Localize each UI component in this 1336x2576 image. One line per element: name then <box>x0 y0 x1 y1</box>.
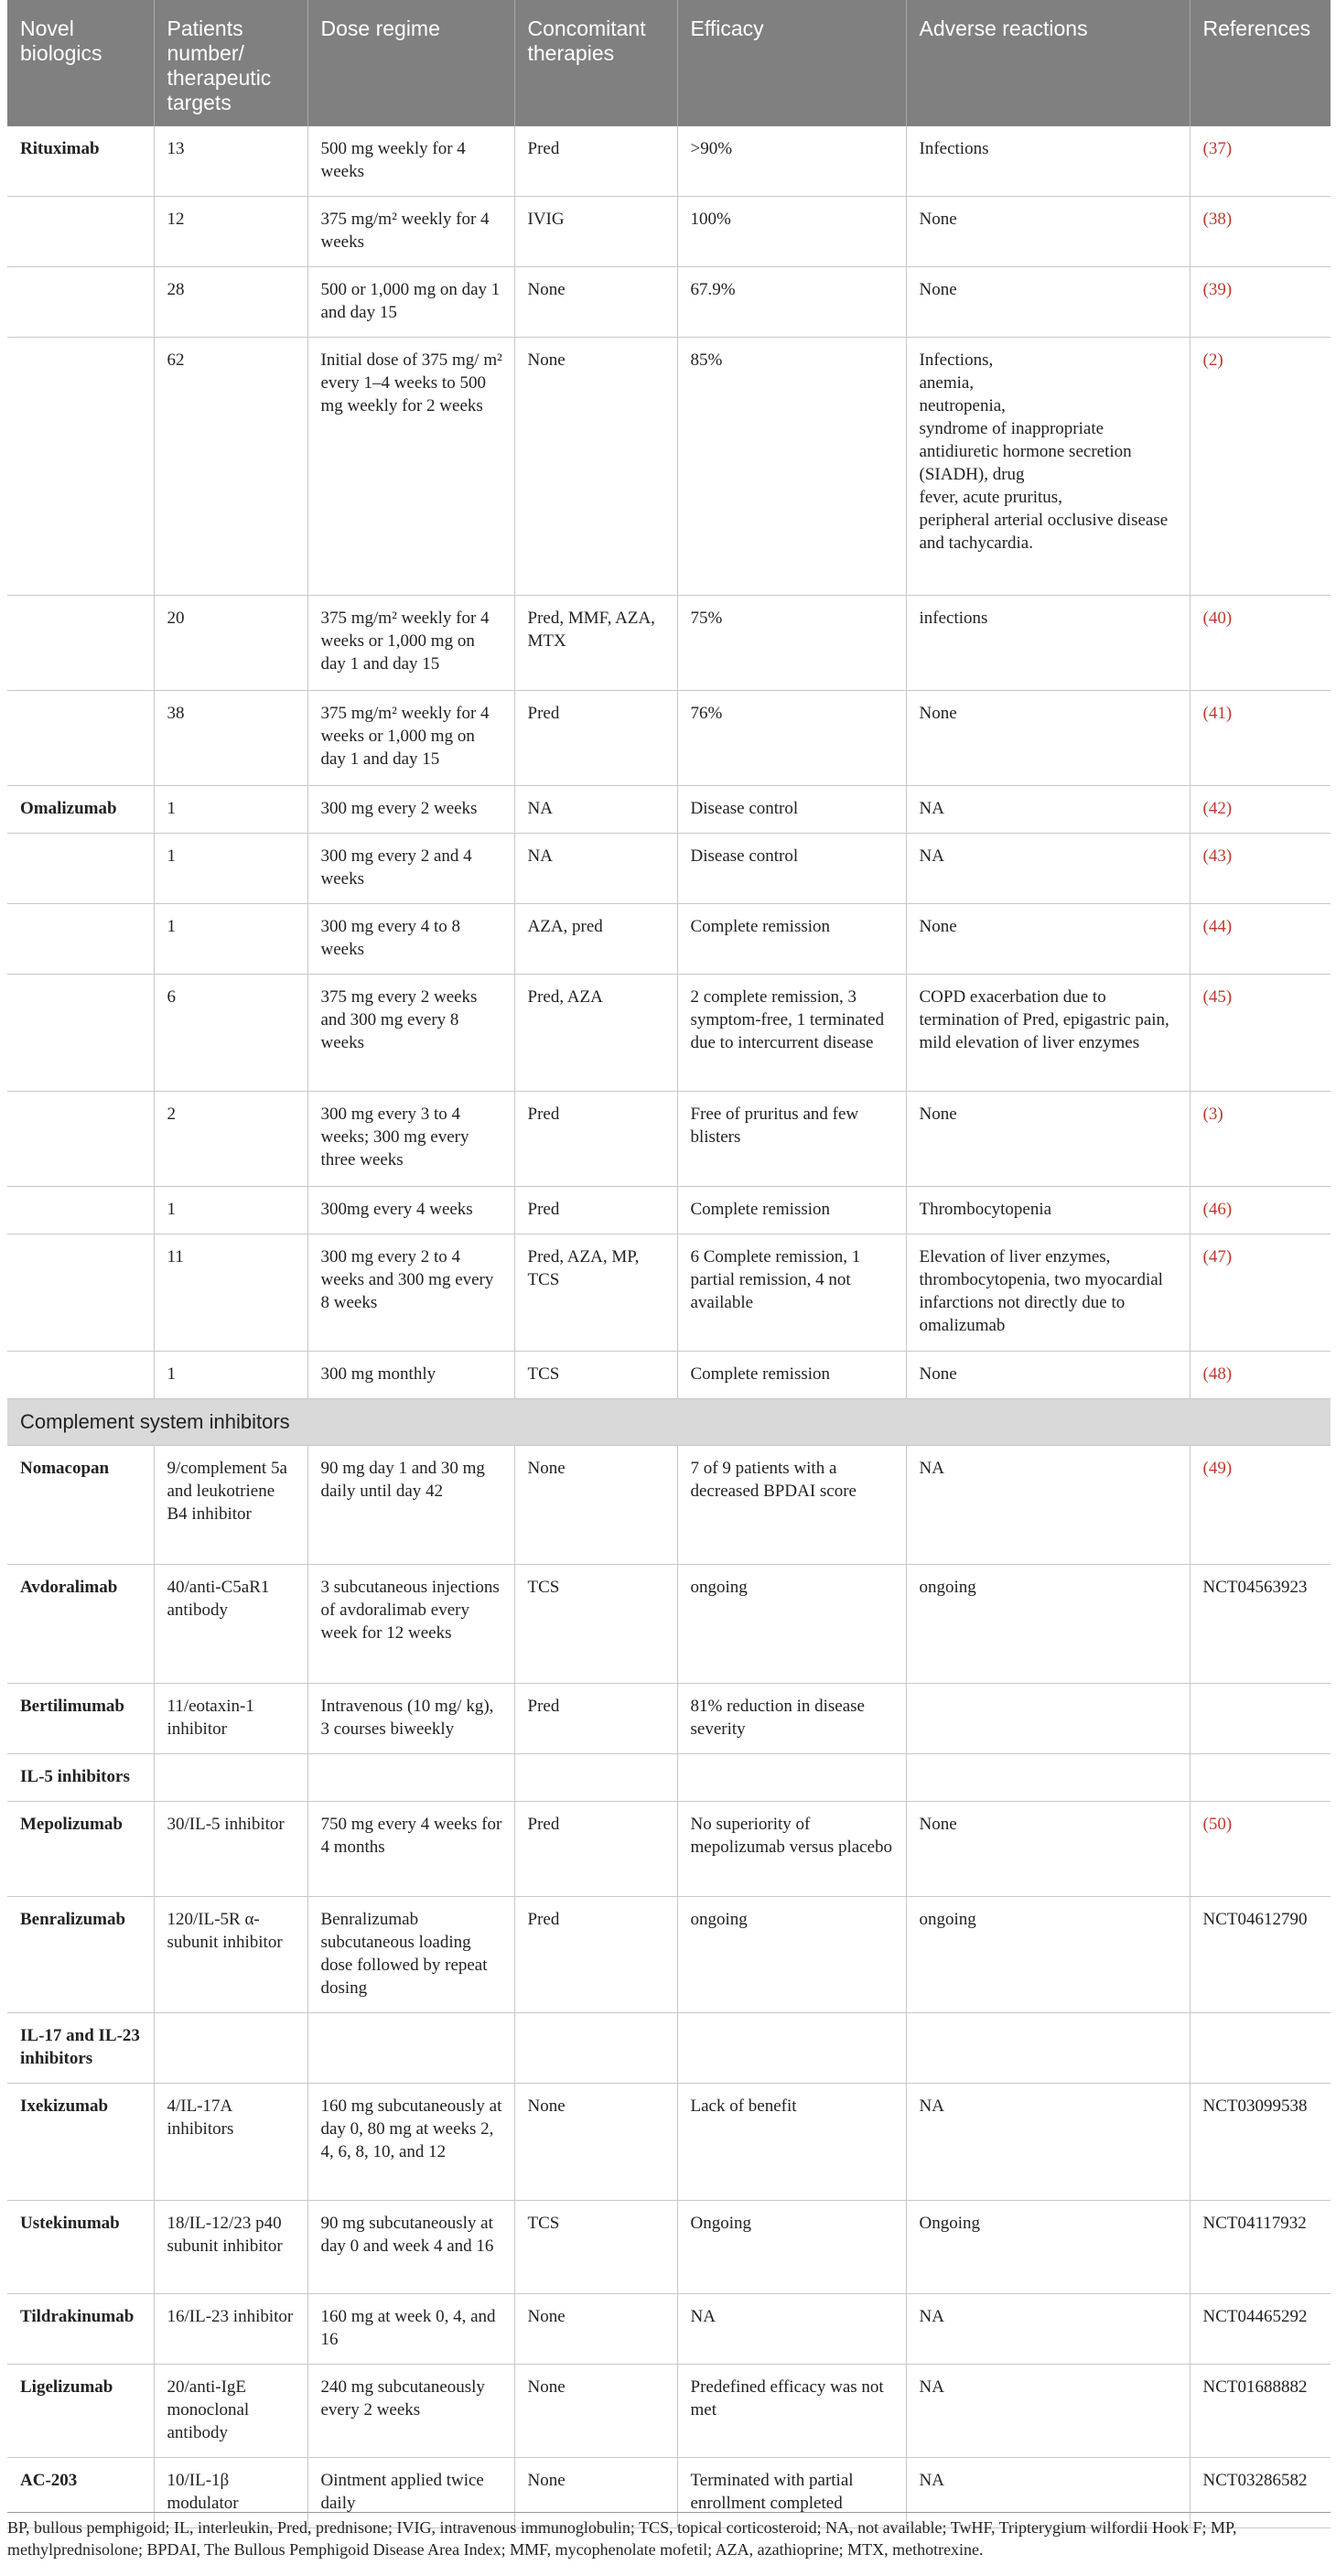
drug-name-cell: Mepolizumab <box>7 1802 154 1897</box>
dose-regime-cell: 500 mg weekly for 4 weeks <box>307 126 514 197</box>
adverse-reactions-cell: None <box>906 267 1190 338</box>
concomitant-cell: None <box>514 2084 677 2201</box>
empty-cell <box>307 1754 514 1802</box>
efficacy-cell: Free of pruritus and few blisters <box>677 1092 906 1187</box>
adverse-reactions-cell: None <box>906 1352 1190 1399</box>
drug-name-cell: Benralizumab <box>7 1897 154 2013</box>
empty-cell <box>154 1754 307 1802</box>
table-row <box>7 834 1331 904</box>
reference-link[interactable]: (45) <box>1202 987 1233 1007</box>
references-cell <box>1190 1565 1331 1684</box>
concomitant-cell: Pred <box>514 1802 677 1897</box>
table-row <box>7 2084 1331 2201</box>
patients-cell: 4/IL-17A inhibitors <box>154 2084 307 2201</box>
patients-cell: 40/anti-C5aR1 antibody <box>154 1565 307 1684</box>
reference-number[interactable]: 46 <box>1208 1200 1226 1219</box>
reference-number[interactable]: 2 <box>1208 350 1218 370</box>
reference-link[interactable]: (44) <box>1202 917 1233 936</box>
table-container <box>7 0 1331 2528</box>
reference-number[interactable]: 45 <box>1208 987 1226 1007</box>
patients-cell: 20/anti-IgE monoclonal antibody <box>154 2365 307 2458</box>
dose-regime-cell: 300 mg every 3 to 4 weeks; 300 mg every three weeks <box>307 1092 514 1187</box>
drug-name-cell <box>7 596 154 691</box>
dose-regime-cell: 750 mg every 4 weeks for 4 months <box>307 1802 514 1897</box>
patients-cell: 12 <box>154 197 307 267</box>
efficacy-cell: Predefined efficacy was not met <box>677 2365 906 2458</box>
patients-cell: 30/IL-5 inhibitor <box>154 1802 307 1897</box>
subsection-row <box>7 1754 1331 1802</box>
trial-id: NCT04612790 <box>1202 1910 1308 1929</box>
reference-number[interactable]: 3 <box>1208 1105 1218 1124</box>
adverse-reactions-cell: Thrombocytopenia <box>906 1187 1190 1234</box>
references-cell <box>1190 1684 1331 1754</box>
efficacy-cell: ongoing <box>677 1897 906 2013</box>
efficacy-cell: Disease control <box>677 786 906 834</box>
references-cell <box>1190 1092 1331 1187</box>
concomitant-cell: Pred <box>514 126 677 197</box>
concomitant-cell: IVIG <box>514 197 677 267</box>
references-cell <box>1190 126 1331 197</box>
concomitant-cell: Pred, AZA <box>514 975 677 1092</box>
trial-id: NCT03099538 <box>1202 2096 1308 2116</box>
reference-link[interactable]: (46) <box>1202 1200 1233 1219</box>
patients-cell: 13 <box>154 126 307 197</box>
drug-name-cell: AC-203 <box>7 2458 154 2528</box>
references-cell <box>1190 267 1331 338</box>
patients-cell: 28 <box>154 267 307 338</box>
table-row <box>7 596 1331 691</box>
column-header: Novel biologics <box>7 0 154 126</box>
section-header-row <box>7 1399 1331 1446</box>
adverse-reactions-cell: COPD exacerbation due to termination of Pred, epigastric pain, mild elevation of liver enzymes <box>906 975 1190 1092</box>
concomitant-cell: TCS <box>514 1565 677 1684</box>
table-row <box>7 786 1331 834</box>
column-header: Concomitant therapies <box>514 0 677 126</box>
dose-regime-cell: 3 subcutaneous injections of avdoralimab every week for 12 weeks <box>307 1565 514 1684</box>
table-row <box>7 691 1331 786</box>
efficacy-cell: 85% <box>677 338 906 596</box>
dose-regime-cell: 375 mg/m² weekly for 4 weeks or 1,000 mg on day 1 and day 15 <box>307 691 514 786</box>
adverse-reactions-cell: NA <box>906 1446 1190 1565</box>
adverse-reactions-cell: None <box>906 691 1190 786</box>
references-cell <box>1190 691 1331 786</box>
dose-regime-cell: 240 mg subcutaneously every 2 weeks <box>307 2365 514 2458</box>
column-header: Adverse reactions <box>906 0 1190 126</box>
drug-name-cell: Ligelizumab <box>7 2365 154 2458</box>
dose-regime-cell: Intravenous (10 mg/ kg), 3 courses biweekly <box>307 1684 514 1754</box>
concomitant-cell: Pred <box>514 1897 677 2013</box>
empty-cell <box>154 2013 307 2084</box>
biologics-table <box>7 0 1331 2528</box>
reference-link[interactable]: (39) <box>1202 280 1233 299</box>
adverse-reactions-cell: ongoing <box>906 1897 1190 2013</box>
column-header: References <box>1190 0 1331 126</box>
efficacy-cell: Ongoing <box>677 2201 906 2294</box>
references-cell <box>1190 975 1331 1092</box>
drug-name-cell: Ustekinumab <box>7 2201 154 2294</box>
references-cell <box>1190 834 1331 904</box>
reference-number[interactable]: 39 <box>1208 280 1226 299</box>
dose-regime-cell: 300 mg every 2 weeks <box>307 786 514 834</box>
dose-regime-cell: 375 mg/m² weekly for 4 weeks or 1,000 mg on day 1 and day 15 <box>307 596 514 691</box>
column-header: Dose regime <box>307 0 514 126</box>
efficacy-cell: 2 complete remission, 3 symptom-free, 1 terminated due to intercurrent disease <box>677 975 906 1092</box>
adverse-reactions-cell: NA <box>906 786 1190 834</box>
concomitant-cell: NA <box>514 786 677 834</box>
dose-regime-cell: Ointment applied twice daily <box>307 2458 514 2528</box>
trial-id: NCT03286582 <box>1202 2471 1308 2490</box>
table-row <box>7 267 1331 338</box>
trial-id: NCT04465292 <box>1202 2307 1308 2326</box>
table-row <box>7 2365 1331 2458</box>
adverse-reactions-cell: infections <box>906 596 1190 691</box>
patients-cell: 11/eotaxin-1 inhibitor <box>154 1684 307 1754</box>
concomitant-cell: None <box>514 1446 677 1565</box>
references-cell <box>1190 1352 1331 1399</box>
reference-link[interactable]: (3) <box>1202 1105 1223 1124</box>
efficacy-cell: 75% <box>677 596 906 691</box>
reference-number[interactable]: 38 <box>1208 210 1226 229</box>
dose-regime-cell: 300mg every 4 weeks <box>307 1187 514 1234</box>
drug-name-cell <box>7 691 154 786</box>
subsection-label: IL-5 inhibitors <box>7 1754 154 1802</box>
patients-cell: 1 <box>154 1187 307 1234</box>
reference-number[interactable]: 40 <box>1208 609 1226 628</box>
table-row <box>7 197 1331 267</box>
table-row <box>7 2201 1331 2294</box>
adverse-reactions-cell <box>906 1684 1190 1754</box>
table-row <box>7 1565 1331 1684</box>
efficacy-cell: No superiority of mepolizumab versus placebo <box>677 1802 906 1897</box>
section-label: Complement system inhibitors <box>7 1399 1331 1446</box>
table-row <box>7 126 1331 197</box>
drug-name-cell: Nomacopan <box>7 1446 154 1565</box>
concomitant-cell: AZA, pred <box>514 904 677 975</box>
empty-cell <box>307 2013 514 2084</box>
adverse-reactions-cell: None <box>906 904 1190 975</box>
empty-cell <box>906 1754 1190 1802</box>
references-cell <box>1190 1446 1331 1565</box>
reference-number[interactable]: 41 <box>1208 704 1226 723</box>
patients-cell: 38 <box>154 691 307 786</box>
patients-cell: 10/IL-1β modulator <box>154 2458 307 2528</box>
drug-name-cell <box>7 975 154 1092</box>
efficacy-cell: NA <box>677 2294 906 2365</box>
references-cell <box>1190 596 1331 691</box>
dose-regime-cell: 375 mg/m² weekly for 4 weeks <box>307 197 514 267</box>
efficacy-cell: Lack of benefit <box>677 2084 906 2201</box>
reference-number[interactable]: 42 <box>1208 799 1226 818</box>
concomitant-cell: None <box>514 2294 677 2365</box>
drug-name-cell <box>7 1187 154 1234</box>
efficacy-cell: Complete remission <box>677 904 906 975</box>
trial-id: NCT04117932 <box>1202 2214 1307 2233</box>
dose-regime-cell: 300 mg every 2 and 4 weeks <box>307 834 514 904</box>
dose-regime-cell: 160 mg at week 0, 4, and 16 <box>307 2294 514 2365</box>
concomitant-cell: None <box>514 2365 677 2458</box>
reference-link[interactable]: (38) <box>1202 210 1233 229</box>
concomitant-cell: None <box>514 2458 677 2528</box>
reference-link[interactable]: (47) <box>1202 1247 1233 1266</box>
efficacy-cell: Disease control <box>677 834 906 904</box>
adverse-reactions-cell: NA <box>906 2365 1190 2458</box>
reference-number[interactable]: 47 <box>1208 1247 1226 1266</box>
drug-name-cell: Ixekizumab <box>7 2084 154 2201</box>
adverse-reactions-cell: None <box>906 1092 1190 1187</box>
subsection-row <box>7 2013 1331 2084</box>
references-cell <box>1190 2294 1331 2365</box>
adverse-reactions-cell: NA <box>906 2084 1190 2201</box>
concomitant-cell: Pred <box>514 1092 677 1187</box>
dose-regime-cell: 300 mg monthly <box>307 1352 514 1399</box>
dose-regime-cell: 375 mg every 2 weeks and 300 mg every 8 weeks <box>307 975 514 1092</box>
empty-cell <box>514 2013 677 2084</box>
empty-cell <box>1190 1754 1331 1802</box>
empty-cell <box>514 1754 677 1802</box>
concomitant-cell: Pred, AZA, MP, TCS <box>514 1234 677 1352</box>
references-cell <box>1190 1187 1331 1234</box>
concomitant-cell: TCS <box>514 2201 677 2294</box>
dose-regime-cell: Benralizumab subcutaneous loading dose followed by repeat dosing <box>307 1897 514 2013</box>
empty-cell <box>677 1754 906 1802</box>
references-cell <box>1190 2365 1331 2458</box>
reference-number[interactable]: 49 <box>1208 1459 1226 1478</box>
concomitant-cell: None <box>514 267 677 338</box>
efficacy-cell: 100% <box>677 197 906 267</box>
table-row <box>7 1234 1331 1352</box>
efficacy-cell: 67.9% <box>677 267 906 338</box>
dose-regime-cell: 500 or 1,000 mg on day 1 and day 15 <box>307 267 514 338</box>
reference-link[interactable]: (48) <box>1202 1364 1233 1384</box>
adverse-reactions-cell: None <box>906 1802 1190 1897</box>
table-row <box>7 2294 1331 2365</box>
reference-link[interactable]: (49) <box>1202 1459 1233 1478</box>
references-cell <box>1190 2201 1331 2294</box>
drug-name-cell: Tildrakinumab <box>7 2294 154 2365</box>
table-footnote: BP, bullous pemphigoid; IL, interleukin, Pred, prednisone; IVIG, intravenous immunoglobulin; TCS, topical corticosteroid; NA, not available; TwHF, Tripterygium wilfordii Hook F; MP, methylprednisolone; BPDAI, The Bullous Pemphigoid Disease Area Index; MMF, mycophenolate mofetil; AZA, azathioprine; MTX, methotrexine. <box>7 2512 1331 2560</box>
references-cell <box>1190 197 1331 267</box>
references-cell <box>1190 1234 1331 1352</box>
reference-link[interactable]: (41) <box>1202 704 1233 723</box>
reference-link[interactable]: (42) <box>1202 799 1233 818</box>
table-row <box>7 338 1331 596</box>
references-cell <box>1190 786 1331 834</box>
table-row <box>7 1897 1331 2013</box>
table-row <box>7 1092 1331 1187</box>
patients-cell: 62 <box>154 338 307 596</box>
drug-name-cell <box>7 1092 154 1187</box>
reference-number[interactable]: 37 <box>1208 139 1226 158</box>
drug-name-cell: Avdoralimab <box>7 1565 154 1684</box>
efficacy-cell: Complete remission <box>677 1352 906 1399</box>
concomitant-cell: Pred <box>514 691 677 786</box>
drug-name-cell <box>7 338 154 596</box>
efficacy-cell: 76% <box>677 691 906 786</box>
concomitant-cell: TCS <box>514 1352 677 1399</box>
reference-link[interactable]: (43) <box>1202 846 1233 866</box>
patients-cell: 20 <box>154 596 307 691</box>
adverse-reactions-cell: NA <box>906 2458 1190 2528</box>
dose-regime-cell: 160 mg subcutaneously at day 0, 80 mg at weeks 2, 4, 6, 8, 10, and 12 <box>307 2084 514 2201</box>
table-body <box>7 126 1331 2528</box>
drug-name-cell <box>7 197 154 267</box>
dose-regime-cell: 90 mg day 1 and 30 mg daily until day 42 <box>307 1446 514 1565</box>
patients-cell: 16/IL-23 inhibitor <box>154 2294 307 2365</box>
trial-id: NCT01688882 <box>1202 2377 1308 2397</box>
drug-name-cell <box>7 1234 154 1352</box>
table-row <box>7 975 1331 1092</box>
table-row <box>7 904 1331 975</box>
column-header: Efficacy <box>677 0 906 126</box>
drug-name-cell <box>7 1352 154 1399</box>
reference-link[interactable]: (2) <box>1202 350 1223 370</box>
patients-cell: 9/complement 5a and leukotriene B4 inhibitor <box>154 1446 307 1565</box>
efficacy-cell: ongoing <box>677 1565 906 1684</box>
reference-number[interactable]: 43 <box>1208 846 1226 866</box>
references-cell <box>1190 1897 1331 2013</box>
empty-cell <box>906 2013 1190 2084</box>
drug-name-cell <box>7 904 154 975</box>
adverse-reactions-cell: Elevation of liver enzymes, thrombocytopenia, two myocardial infarctions not directly due to omalizumab <box>906 1234 1190 1352</box>
drug-name-cell: Rituximab <box>7 126 154 197</box>
patients-cell: 18/IL-12/23 p40 subunit inhibitor <box>154 2201 307 2294</box>
table-row <box>7 1802 1331 1897</box>
adverse-reactions-cell: NA <box>906 834 1190 904</box>
adverse-reactions-cell: None <box>906 197 1190 267</box>
concomitant-cell: Pred, MMF, AZA, MTX <box>514 596 677 691</box>
adverse-reactions-cell: Infections <box>906 126 1190 197</box>
concomitant-cell: NA <box>514 834 677 904</box>
efficacy-cell: Complete remission <box>677 1187 906 1234</box>
table-row <box>7 1187 1331 1234</box>
efficacy-cell: 81% reduction in disease severity <box>677 1684 906 1754</box>
subsection-label: IL-17 and IL-23 inhibitors <box>7 2013 154 2084</box>
patients-cell: 1 <box>154 786 307 834</box>
reference-link[interactable]: (40) <box>1202 609 1233 628</box>
drug-name-cell: Bertilimumab <box>7 1684 154 1754</box>
empty-cell <box>1190 2013 1331 2084</box>
column-header: Patients number/ therapeutic targets <box>154 0 307 126</box>
header-row <box>7 0 1331 126</box>
adverse-reactions-cell: NA <box>906 2294 1190 2365</box>
reference-number[interactable]: 50 <box>1208 1815 1226 1834</box>
efficacy-cell: >90% <box>677 126 906 197</box>
adverse-reactions-cell: ongoing <box>906 1565 1190 1684</box>
adverse-reactions-cell: Ongoing <box>906 2201 1190 2294</box>
trial-id: NCT04563923 <box>1202 1578 1308 1597</box>
table-row <box>7 1684 1331 1754</box>
efficacy-cell: Terminated with partial enrollment completed <box>677 2458 906 2528</box>
dose-regime-cell: Initial dose of 375 mg/ m² every 1–4 weeks to 500 mg weekly for 2 weeks <box>307 338 514 596</box>
drug-name-cell: Omalizumab <box>7 786 154 834</box>
reference-link[interactable]: (50) <box>1202 1815 1233 1834</box>
references-cell <box>1190 338 1331 596</box>
dose-regime-cell: 300 mg every 4 to 8 weeks <box>307 904 514 975</box>
table-row <box>7 1446 1331 1565</box>
reference-number[interactable]: 44 <box>1208 917 1226 936</box>
efficacy-cell: 7 of 9 patients with a decreased BPDAI score <box>677 1446 906 1565</box>
patients-cell: 1 <box>154 904 307 975</box>
concomitant-cell: None <box>514 338 677 596</box>
concomitant-cell: Pred <box>514 1684 677 1754</box>
adverse-reactions-cell: Infections, anemia, neutropenia, syndrome of inappropriate antidiuretic hormone secretion (SIADH), drug fever, acute pruritus, peripheral arterial occlusive disease and tachycardia. <box>906 338 1190 596</box>
references-cell <box>1190 2084 1331 2201</box>
table-row <box>7 1352 1331 1399</box>
reference-number[interactable]: 48 <box>1208 1364 1226 1384</box>
dose-regime-cell: 90 mg subcutaneously at day 0 and week 4 and 16 <box>307 2201 514 2294</box>
dose-regime-cell: 300 mg every 2 to 4 weeks and 300 mg every 8 weeks <box>307 1234 514 1352</box>
drug-name-cell <box>7 267 154 338</box>
patients-cell: 1 <box>154 1352 307 1399</box>
patients-cell: 11 <box>154 1234 307 1352</box>
empty-cell <box>677 2013 906 2084</box>
references-cell <box>1190 1802 1331 1897</box>
patients-cell: 120/IL-5R α-subunit inhibitor <box>154 1897 307 2013</box>
patients-cell: 6 <box>154 975 307 1092</box>
efficacy-cell: 6 Complete remission, 1 partial remission, 4 not available <box>677 1234 906 1352</box>
references-cell <box>1190 904 1331 975</box>
drug-name-cell <box>7 834 154 904</box>
patients-cell: 1 <box>154 834 307 904</box>
reference-link[interactable]: (37) <box>1202 139 1233 158</box>
concomitant-cell: Pred <box>514 1187 677 1234</box>
patients-cell: 2 <box>154 1092 307 1187</box>
